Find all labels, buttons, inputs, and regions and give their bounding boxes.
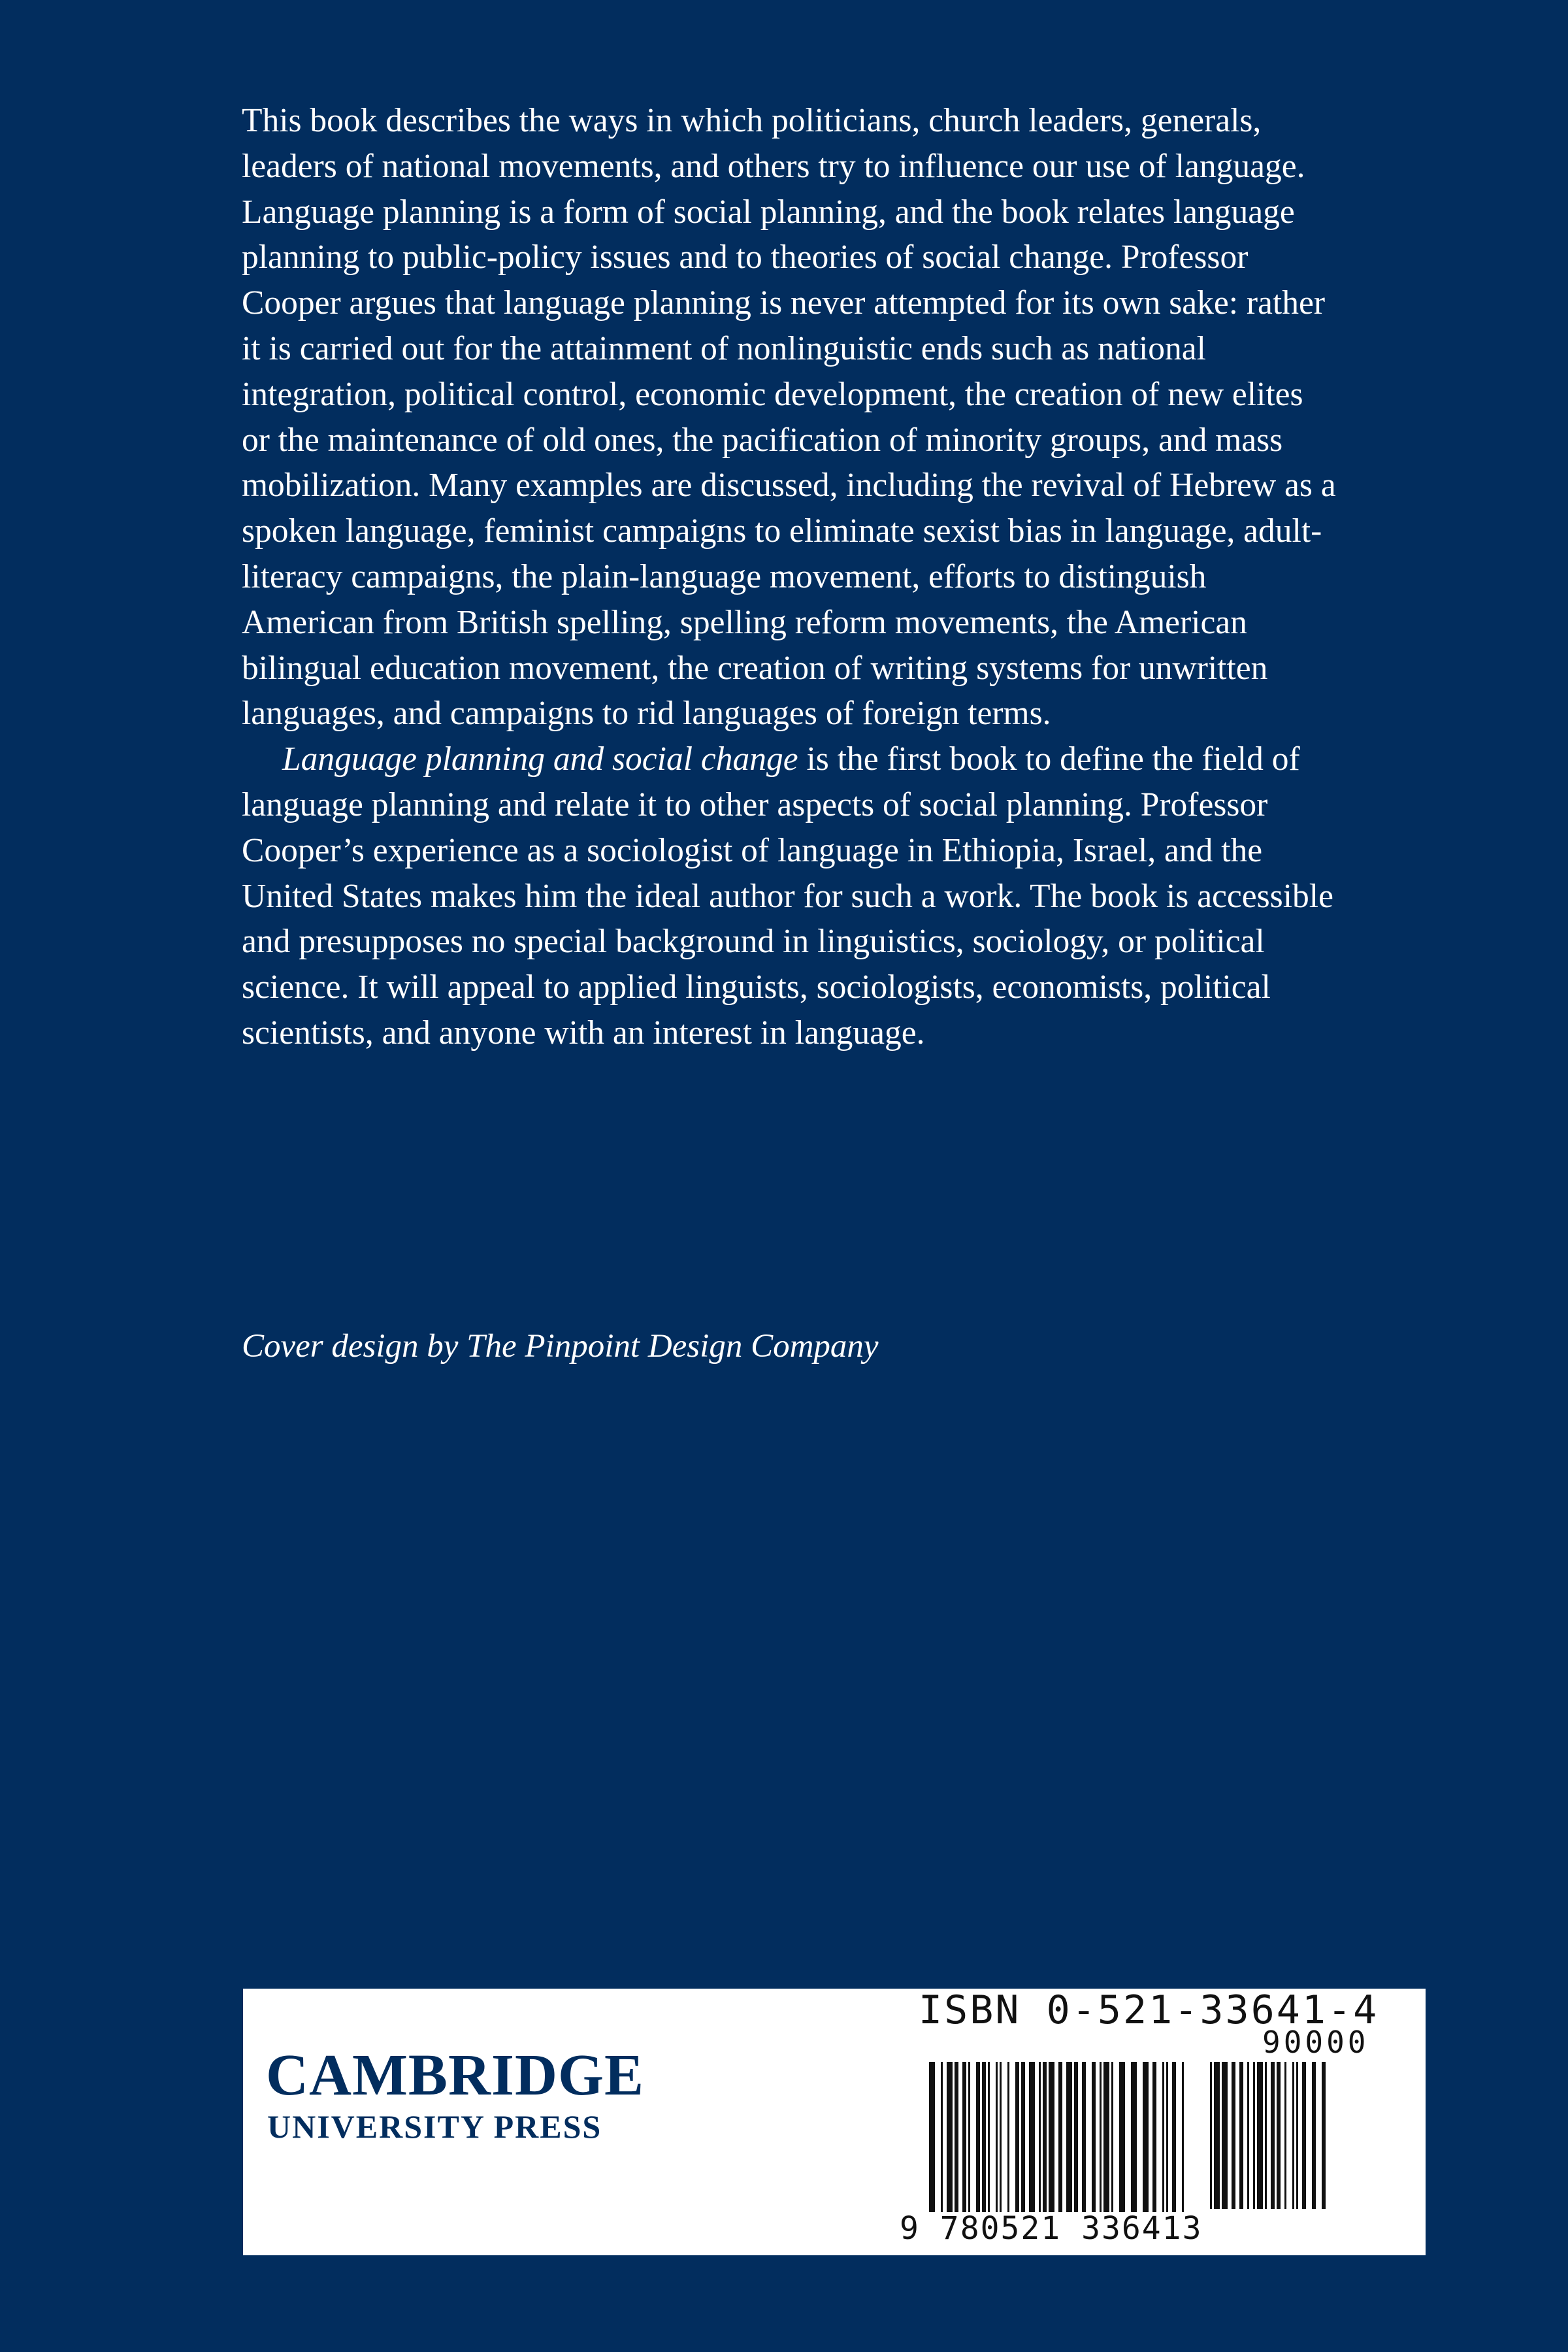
cover-design-credit: Cover design by The Pinpoint Design Company (242, 1328, 879, 1365)
barcode-bar (1092, 2062, 1096, 2212)
barcode-bar (1322, 2062, 1326, 2209)
barcode-bar (1162, 2062, 1164, 2212)
barcode-bar (1292, 2062, 1294, 2209)
barcode-bar (955, 2062, 958, 2212)
barcode-bar (1222, 2062, 1228, 2209)
barcode-bar (1143, 2062, 1149, 2212)
barcode-bar (1312, 2062, 1316, 2209)
barcode-bar (1265, 2062, 1267, 2209)
barcode-bar (1172, 2062, 1176, 2212)
barcode-bar (1284, 2062, 1286, 2209)
barcode-bar (1074, 2062, 1078, 2212)
barcode-bar (996, 2062, 998, 2212)
ean-barcode (929, 2062, 1190, 2219)
barcode-bar (1103, 2062, 1109, 2212)
barcode-bar (1277, 2062, 1281, 2209)
barcode-bar (1029, 2062, 1035, 2212)
barcode-bar (1039, 2062, 1041, 2212)
barcode-bar (1182, 2062, 1184, 2212)
barcode-bar (1049, 2062, 1054, 2212)
isbn-number: ISBN 0-521-33641-4 (919, 1987, 1379, 2033)
barcode-bar (976, 2062, 980, 2212)
barcode-bar (1119, 2062, 1125, 2212)
barcode-bar (929, 2062, 935, 2212)
barcode-bar (1210, 2062, 1212, 2209)
barcode-bar (1111, 2062, 1113, 2212)
barcode-bar (1000, 2062, 1002, 2212)
barcode-bar (1131, 2062, 1137, 2212)
book-title: Language planning and social change (282, 740, 798, 778)
publisher-name: CAMBRIDGE (266, 2043, 645, 2108)
barcode-bar (1043, 2062, 1047, 2212)
barcode-bar (1232, 2062, 1235, 2209)
blurb-paragraph-2 (242, 737, 1339, 1056)
price-code: 90000 (1262, 2025, 1369, 2060)
barcode-bar (947, 2062, 953, 2212)
barcode-bar (1239, 2062, 1243, 2209)
publisher-press: UNIVERSITY PRESS (267, 2108, 602, 2145)
barcode-bar (1152, 2062, 1156, 2212)
ean-digits: 9 780521 336413 (900, 2210, 1203, 2247)
barcode-bar (941, 2062, 943, 2212)
addon-barcode (1210, 2062, 1334, 2212)
barcode-bar (1271, 2062, 1275, 2209)
blurb-paragraph-2-text: is the first book to define the field of language planning and relate it to other aspects of social planning. Professor Cooper’s experience as a sociologist of language in Ethiopia, Israel, and the United States makes him the ideal author for such a work. The book is accessible and presupposes no special background in linguistics, sociology, or political science. It will appeal to applied linguists, sociologists, economists, political scientists, and anyone with an interest in language. (242, 740, 1333, 1052)
barcode-label (243, 1989, 1426, 2255)
barcode-bar (1214, 2062, 1220, 2209)
blurb-paragraph-1: This book describes the ways in which politicians, church leaders, generals, leaders of national movements, and others try to influence our use of language. Language planning is a form of social planning, and the book relates language planning to public-policy issues and to theories of social change. Professor Cooper argues that language planning is never attempted for its own sake: rather it is carried out for the attainment of nonlinguistic ends such as national integration, political control, economic development, the creation of new elites or the maintenance of old ones, the pacification of minority groups, and mass mobilization. Many examples are discussed, including the revival of Hebrew as a spoken language, feminist campaigns to eliminate sexist bias in language, adult-literacy campaigns, the plain-language movement, efforts to distinguish American from British spelling, spelling reform movements, the American bilingual education movement, the creation of writing systems for unwritten languages, and campaigns to rid languages of foreign terms. (242, 102, 1336, 733)
barcode-bar (962, 2062, 966, 2212)
barcode-bar (1296, 2062, 1298, 2209)
barcode-bar (1253, 2062, 1255, 2209)
barcode-bar (1302, 2062, 1306, 2209)
barcode-bar (968, 2062, 970, 2212)
barcode-bar (1257, 2062, 1263, 2209)
barcode-bar (1021, 2062, 1025, 2212)
barcode-bar (1066, 2062, 1072, 2212)
barcode-bar (1082, 2062, 1086, 2212)
barcode-bar (988, 2062, 990, 2212)
barcode-bar (1007, 2062, 1009, 2212)
barcode-bar (1247, 2062, 1249, 2209)
barcode-bar (1058, 2062, 1062, 2212)
back-cover-blurb (242, 98, 1339, 1056)
barcode-bar (1015, 2062, 1019, 2212)
barcode-bar (1100, 2062, 1102, 2212)
barcode-bar (1166, 2062, 1168, 2212)
publisher-logo (266, 2044, 644, 2146)
barcode-bar (982, 2062, 986, 2212)
